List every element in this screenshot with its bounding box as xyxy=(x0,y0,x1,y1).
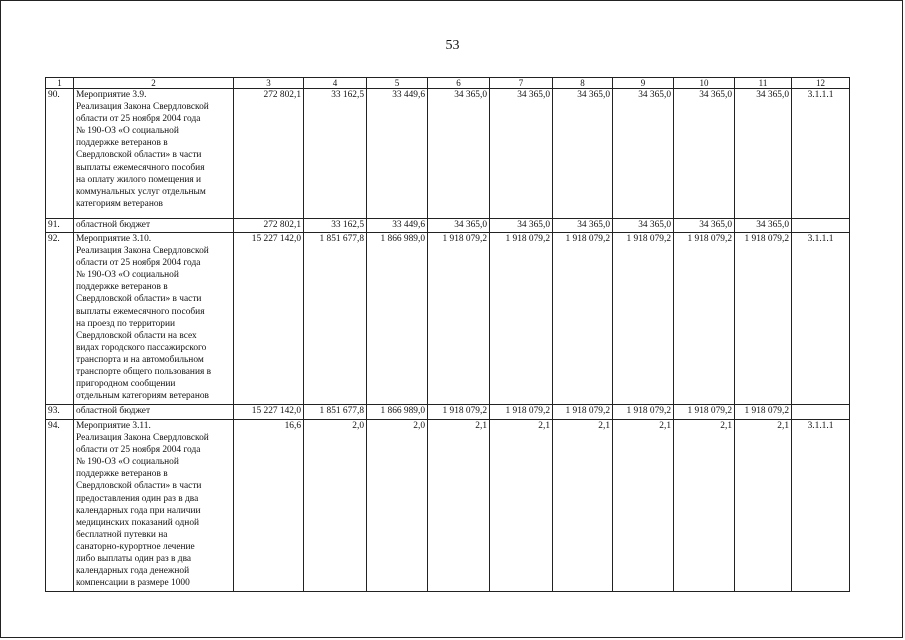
value-cell: 34 365,0 xyxy=(490,89,553,219)
value-cell: 1 918 079,2 xyxy=(553,405,613,420)
description-line: Реализация Закона Свердловской xyxy=(76,246,209,257)
row-number: 94. xyxy=(46,420,74,592)
description-line: видах городского пассажирского xyxy=(76,342,207,353)
description-line: поддержке ветеранов в xyxy=(76,138,168,149)
row-number: 91. xyxy=(46,219,74,233)
value-cell: 2,0 xyxy=(367,420,428,592)
row-description xyxy=(74,233,234,405)
value-cell: 1 866 989,0 xyxy=(367,233,428,405)
value-cell: 1 918 079,2 xyxy=(490,405,553,420)
table-row xyxy=(46,405,850,420)
value-cell: 1 918 079,2 xyxy=(735,233,792,405)
value-cell: 33 162,5 xyxy=(304,219,367,233)
description-line: отдельным категориям ветеранов xyxy=(76,391,209,402)
description-line: компенсации в размере 1000 xyxy=(76,578,190,589)
table-row xyxy=(46,233,850,405)
value-cell: 34 365,0 xyxy=(735,219,792,233)
description-line: Реализация Закона Свердловской xyxy=(76,102,209,113)
value-cell: 34 365,0 xyxy=(613,89,674,219)
value-cell: 34 365,0 xyxy=(674,219,735,233)
value-cell: 34 365,0 xyxy=(553,219,613,233)
description-line: медицинских показаний одной xyxy=(76,517,200,528)
value-cell: 15 227 142,0 xyxy=(234,233,304,405)
description-line: Мероприятие 3.11. xyxy=(76,421,151,431)
code-cell xyxy=(792,405,850,420)
description-line: выплаты ежемесячного пособия xyxy=(76,306,205,317)
value-cell: 1 918 079,2 xyxy=(735,405,792,420)
value-cell: 2,0 xyxy=(304,420,367,592)
value-cell: 1 918 079,2 xyxy=(553,233,613,405)
column-header: 6 xyxy=(428,78,490,89)
description-line: предоставления один раз в два xyxy=(76,493,199,504)
description-line: Свердловской области» в части xyxy=(76,294,202,305)
description-line: санаторно-курортное лечение xyxy=(76,541,195,552)
description-line: областной бюджет xyxy=(76,406,151,416)
description-line: коммунальных услуг отдельным xyxy=(76,186,206,197)
row-number: 93. xyxy=(46,405,74,420)
table-row xyxy=(46,89,850,219)
description-line: области от 25 ноября 2004 года xyxy=(76,445,201,456)
value-cell: 2,1 xyxy=(428,420,490,592)
value-cell: 272 802,1 xyxy=(234,219,304,233)
description-line: транспорте общего пользования в xyxy=(76,367,212,378)
description-line: областной бюджет xyxy=(76,220,151,230)
value-cell: 33 449,6 xyxy=(367,219,428,233)
value-cell: 1 918 079,2 xyxy=(428,233,490,405)
description-line: Мероприятие 3.10. xyxy=(76,234,152,244)
value-cell: 1 918 079,2 xyxy=(613,233,674,405)
description-line: либо выплаты один раз в два xyxy=(76,554,192,565)
column-header: 4 xyxy=(304,78,367,89)
column-header: 9 xyxy=(613,78,674,89)
column-header: 12 xyxy=(792,78,850,89)
row-number: 92. xyxy=(46,233,74,405)
page-number: 53 xyxy=(445,38,460,53)
value-cell: 1 918 079,2 xyxy=(674,405,735,420)
value-cell: 2,1 xyxy=(490,420,553,592)
description-line: Свердловской области» в части xyxy=(76,150,202,161)
value-cell: 33 162,5 xyxy=(304,89,367,219)
value-cell: 34 365,0 xyxy=(613,219,674,233)
row-number: 90. xyxy=(46,89,74,219)
description-line: категориям ветеранов xyxy=(76,198,163,209)
value-cell: 1 851 677,8 xyxy=(304,405,367,420)
description-line: области от 25 ноября 2004 года xyxy=(76,114,201,125)
value-cell: 1 918 079,2 xyxy=(613,405,674,420)
budget-table xyxy=(45,77,850,592)
value-cell: 34 365,0 xyxy=(674,89,735,219)
row-description xyxy=(74,219,234,233)
table-row xyxy=(46,219,850,233)
description-line: на проезд по территории xyxy=(76,318,176,329)
description-line: № 190-ОЗ «О социальной xyxy=(76,126,179,137)
column-header: 10 xyxy=(674,78,735,89)
table-row xyxy=(46,420,850,592)
description-line: Свердловской области на всех xyxy=(76,330,197,341)
row-description xyxy=(74,89,234,219)
description-line: Мероприятие 3.9. xyxy=(76,90,147,100)
row-description xyxy=(74,420,234,592)
description-line: № 190-ОЗ «О социальной xyxy=(76,270,179,281)
header-row xyxy=(46,78,850,89)
column-header: 3 xyxy=(234,78,304,89)
code-cell xyxy=(792,219,850,233)
description-line: календарных года при наличии xyxy=(76,505,201,516)
value-cell: 1 918 079,2 xyxy=(674,233,735,405)
description-line: выплаты ежемесячного пособия xyxy=(76,162,205,173)
value-cell: 34 365,0 xyxy=(490,219,553,233)
row-description xyxy=(74,405,234,420)
column-header: 1 xyxy=(46,78,74,89)
value-cell: 1 918 079,2 xyxy=(428,405,490,420)
value-cell: 34 365,0 xyxy=(428,89,490,219)
value-cell: 1 851 677,8 xyxy=(304,233,367,405)
value-cell: 34 365,0 xyxy=(553,89,613,219)
value-cell: 34 365,0 xyxy=(428,219,490,233)
code-cell: 3.1.1.1 xyxy=(792,233,850,405)
description-line: календарных года денежной xyxy=(76,566,190,577)
code-cell: 3.1.1.1 xyxy=(792,420,850,592)
column-header: 5 xyxy=(367,78,428,89)
description-line: Реализация Закона Свердловской xyxy=(76,433,209,444)
value-cell: 2,1 xyxy=(613,420,674,592)
description-line: поддержке ветеранов в xyxy=(76,469,168,480)
value-cell: 2,1 xyxy=(735,420,792,592)
value-cell: 2,1 xyxy=(674,420,735,592)
column-header: 7 xyxy=(490,78,553,89)
value-cell: 33 449,6 xyxy=(367,89,428,219)
value-cell: 1 866 989,0 xyxy=(367,405,428,420)
description-line: Свердловской области» в части xyxy=(76,481,202,492)
value-cell: 34 365,0 xyxy=(735,89,792,219)
value-cell: 2,1 xyxy=(553,420,613,592)
description-line: области от 25 ноября 2004 года xyxy=(76,258,201,269)
code-cell: 3.1.1.1 xyxy=(792,89,850,219)
description-line: бесплатной путевки на xyxy=(76,529,168,540)
value-cell: 1 918 079,2 xyxy=(490,233,553,405)
description-line: поддержке ветеранов в xyxy=(76,282,168,293)
value-cell: 272 802,1 xyxy=(234,89,304,219)
description-line: пригородном сообщении xyxy=(76,379,176,390)
value-cell: 15 227 142,0 xyxy=(234,405,304,420)
column-header: 2 xyxy=(74,78,234,89)
description-line: № 190-ОЗ «О социальной xyxy=(76,457,179,468)
value-cell: 16,6 xyxy=(234,420,304,592)
column-header: 8 xyxy=(553,78,613,89)
description-line: транспорта и на автомобильном xyxy=(76,354,204,365)
description-line: на оплату жилого помещения и xyxy=(76,174,202,185)
column-header: 11 xyxy=(735,78,792,89)
